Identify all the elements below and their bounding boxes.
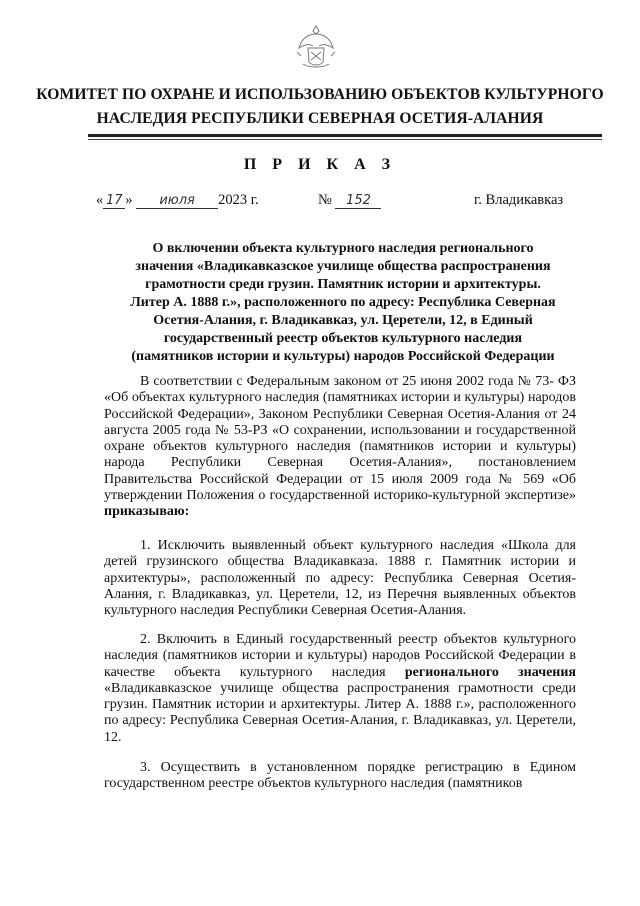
date-day: 17 [103,194,125,209]
order-point-1: 1. Исключить выявленный объект культурного наследия «Школа для детей грузинского общества Владикавказа. 1888 г. Памятник истории и архитектуры», расположенный по адресу: Республика Северная Осетия-Алания, г. Владикавказ, ул. Церетели, 12, из Перечня выявленных объектов культурного наследия Республики Северная Осетия-Алания. [104,538,576,619]
point2-text-after: «Владикавказское училище общества распространения грамотности среди грузин. Памятник истории и архитектуры. Литер А. 1888 г.», расположенного по адресу: Республика Северная Осетия-Алания, г. Владикавказ, ул. Церетели, 12. [104,680,576,745]
header-divider-thick [88,134,602,137]
document-city: г. Владикавказ [474,192,564,208]
organization-title-line1: КОМИТЕТ ПО ОХРАНЕ И ИСПОЛЬЗОВАНИЮ ОБЪЕКТОВ КУЛЬТУРНОГО [36,86,604,103]
preamble-text: В соответствии с Федеральным законом от 25 июня 2002 года № 73- ФЗ «Об объектах культурного наследия (памятниках истории и культуры) народов Российской Федерации», Законом Республики Северная Осетия-Алания от 24 августа 2005 года № 53-РЗ «О сохранении, использовании и государственной охране объектов культурного наследия (памятников истории и культуры) народа Республики Северная Осетия-Алания», постановлением Правительства Российской Федерации от 15 июля 2009 года № 569 «Об утверждении Положения о государственной историко-культурной экспертизе» [104,374,576,504]
number-value: 152 [335,194,381,209]
point2-bold: регионального значения [404,664,577,680]
point2-text-before: 2. Включить в Единый государственный реестр объектов культурного наследия (памятников истории и культуры) народов Российской Федерации в качестве объекта культурного наследия [104,632,576,680]
date-month: июля [136,194,218,209]
date-year: 2023 г. [218,192,259,208]
coat-of-arms-icon [293,22,339,72]
date-quote-open: « [96,192,104,208]
order-point-2 [104,632,576,746]
order-point-3: 3. Осуществить в установленном порядке регистрацию в Едином государственном реестре объектов культурного наследия (памятников [104,760,576,792]
header-divider-thin [88,139,602,140]
organization-title-line2: НАСЛЕДИЯ РЕСПУБЛИКИ СЕВЕРНАЯ ОСЕТИЯ-АЛАНИЯ [96,110,544,127]
document-type-title: П Р И К А З [243,156,397,173]
order-subject: О включении объекта культурного наследия регионального значения «Владикавказское училище общества распространения грамотности среди грузин. Памятник истории и архитектуры. Литер А. 1888 г.», расположенного по адресу: Республика Северная Осетия-Алания, г. Владикавказ, ул. Церетели, 12, в Единый государственный реестр объектов культурного наследия (памятников истории и культуры) народов Российской Федерации [130,241,556,364]
document-date [96,192,259,209]
number-label: № [318,192,332,208]
preamble-paragraph [104,374,576,521]
preamble-order-word: приказываю: [104,504,190,520]
date-quote-close: » [125,192,133,208]
document-number [318,192,381,209]
